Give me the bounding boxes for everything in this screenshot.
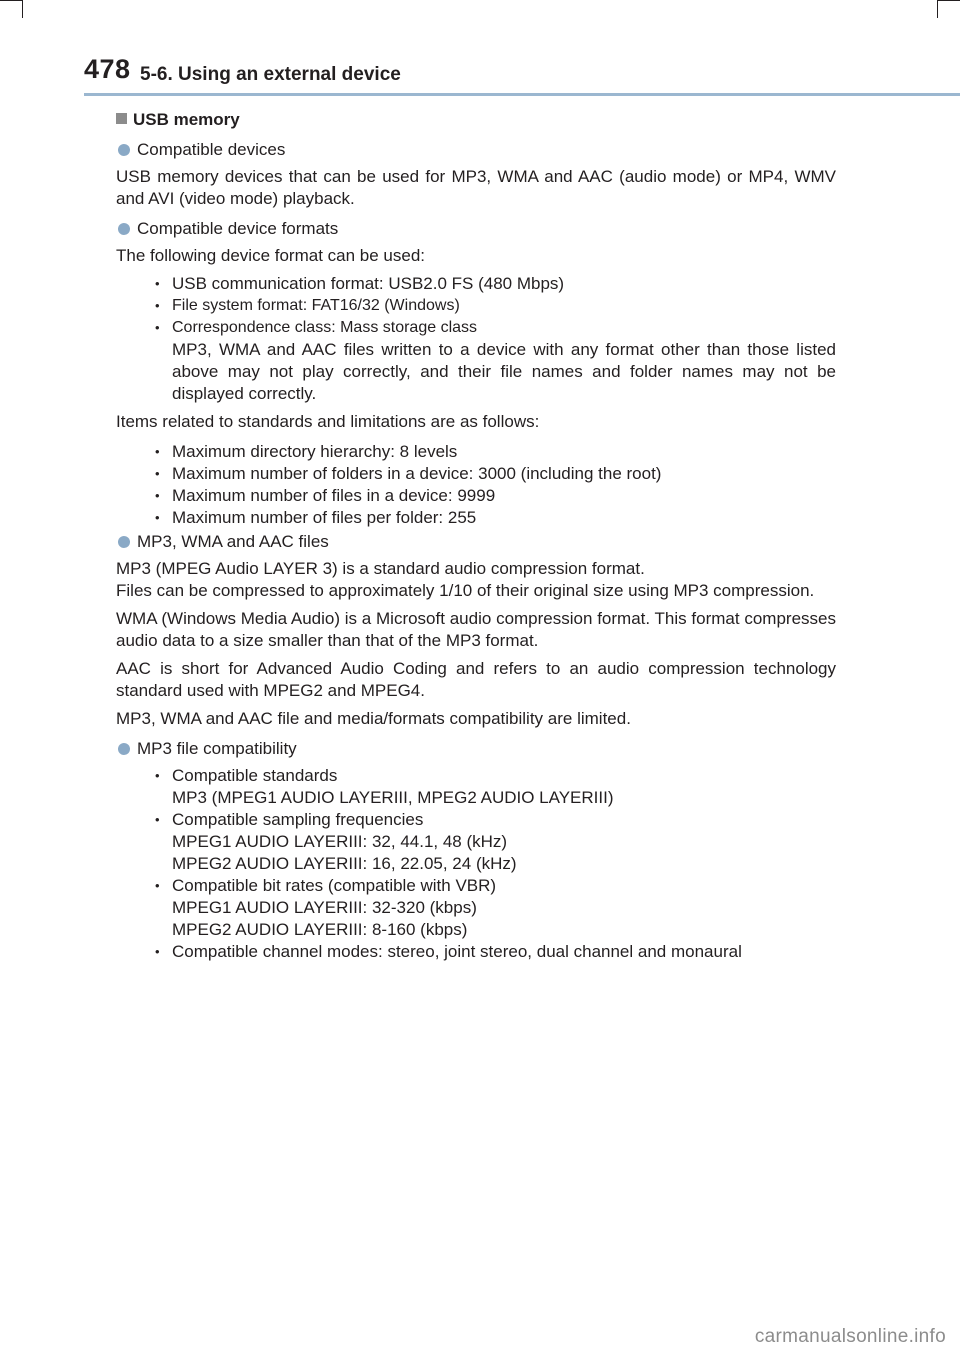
bullet-title: Compatible devices [137, 140, 286, 159]
list-item-label: • Correspondence class: Mass storage class [172, 319, 478, 336]
list-item: • File system format: FAT16/32 (Windows) [153, 295, 836, 317]
list-item: • Maximum directory hierarchy: 8 levels [153, 441, 836, 463]
list-item-detail: MPEG2 AUDIO LAYERIII: 16, 22.05, 24 (kHz) [172, 854, 517, 873]
compatible-devices-text: USB memory devices that can be used for MP3, WMA and AAC (audio mode) or MP4, WMV and AVI (video mode) playback. [116, 167, 836, 208]
mp3-compat-list [153, 765, 836, 963]
list-item-label: • Compatible sampling frequencies [172, 810, 424, 829]
page-content [116, 109, 836, 963]
mp3-paragraph-a: MP3 (MPEG Audio LAYER 3) is a standard audio compression format. [116, 559, 645, 578]
list-item: • Maximum number of files in a device: 9999 [153, 485, 836, 507]
crop-mark [937, 0, 938, 18]
list-item: • Maximum number of files per folder: 255 [153, 507, 836, 529]
bullet-title: MP3 file compatibility [137, 739, 297, 758]
square-bullet-icon [116, 113, 127, 124]
bullet-compatible-devices [137, 139, 836, 161]
list-item: • USB communication format: USB2.0 FS (480 Mbps) [153, 273, 836, 295]
list-item [153, 317, 836, 405]
wma-paragraph: WMA (Windows Media Audio) is a Microsoft audio compression format. This format compresses audio data to a size smaller than that of the MP3 format. [116, 609, 836, 650]
formats-intro: The following device format can be used: [116, 246, 426, 265]
list-item [153, 941, 836, 963]
watermark-logo: carmanualsonline.info [754, 1326, 946, 1347]
aac-paragraph: AAC is short for Advanced Audio Coding and refers to an audio compression technology standard used with MPEG2 and MPEG4. [116, 659, 836, 700]
crop-mark [22, 0, 23, 18]
section-title: 5-6. Using an external device [140, 64, 401, 85]
list-item [153, 875, 836, 941]
list-item-detail: MPEG1 AUDIO LAYERIII: 32-320 (kbps) [172, 898, 477, 917]
mp3-paragraph-b: Files can be compressed to approximately 1/10 of their original size using MP3 compression. [116, 581, 815, 600]
bullet-mp3-compatibility [137, 738, 836, 760]
list-item-detail: MPEG2 AUDIO LAYERIII: 8-160 (kbps) [172, 920, 468, 939]
list-item: • Maximum number of folders in a device: 3000 (including the root) [153, 463, 836, 485]
page-number: 478 [84, 54, 131, 84]
limits-intro: Items related to standards and limitations are as follows: [116, 412, 540, 431]
bullet-mp3-wma-aac [137, 531, 836, 553]
crop-mark [938, 0, 960, 1]
bullet-title: MP3, WMA and AAC files [137, 532, 329, 551]
limits-list [153, 441, 836, 529]
usb-memory-heading: USB memory [116, 109, 836, 131]
circle-bullet-icon [118, 743, 130, 755]
page-header [84, 56, 960, 92]
compat-limited-paragraph: MP3, WMA and AAC file and media/formats compatibility are limited. [116, 709, 631, 728]
bullet-compatible-formats [137, 218, 836, 240]
formats-note: MP3, WMA and AAC files written to a device with any format other than those listed above may not play correctly, and their file names and folder names may not be displayed correctly. [172, 340, 836, 403]
header-rule [84, 93, 960, 96]
formats-list [153, 273, 836, 405]
list-item-detail: MPEG1 AUDIO LAYERIII: 32, 44.1, 48 (kHz) [172, 832, 508, 851]
list-item-label: • Compatible standards [172, 766, 338, 785]
crop-mark [0, 0, 22, 1]
list-item-label: • Compatible channel modes: stereo, joint stereo, dual channel and monaural [172, 942, 742, 961]
list-item-detail: MP3 (MPEG1 AUDIO LAYERIII, MPEG2 AUDIO LAYERIII) [172, 788, 614, 807]
list-item [153, 765, 836, 809]
circle-bullet-icon [118, 536, 130, 548]
circle-bullet-icon [118, 144, 130, 156]
list-item-label: • Compatible bit rates (compatible with VBR) [172, 876, 497, 895]
circle-bullet-icon [118, 223, 130, 235]
bullet-title: Compatible device formats [137, 219, 339, 238]
list-item [153, 809, 836, 875]
